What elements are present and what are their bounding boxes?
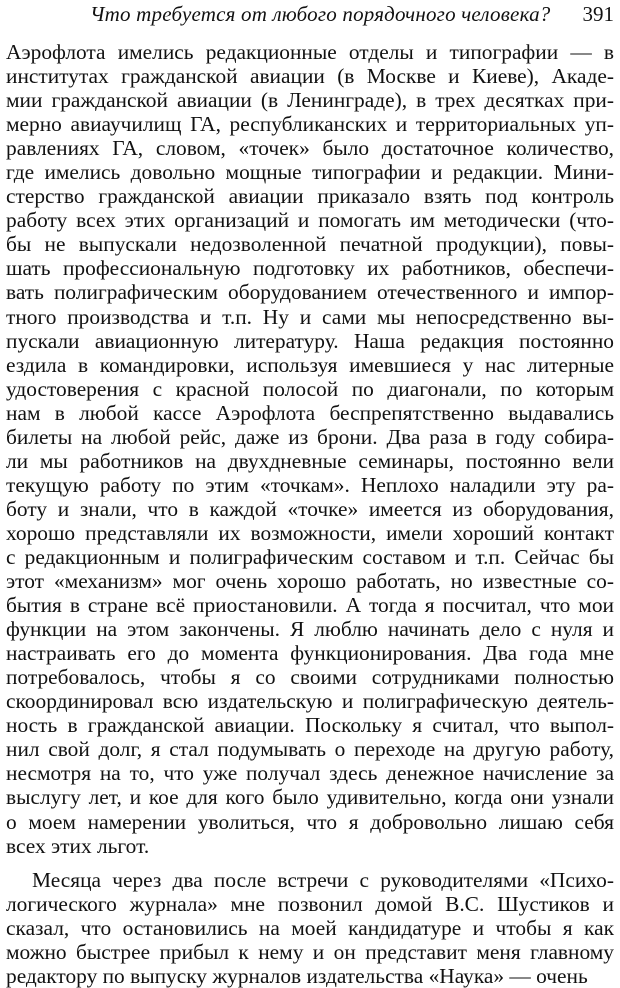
page-number: 391: [582, 2, 614, 26]
text-line: всех этих льгот.: [6, 833, 150, 858]
text-line: текущую работу по этим «точкам». Неплохо наладили эту ра-: [6, 472, 614, 497]
text-line: мерно авиаучилищ ГА, республиканских и территориальных уп-: [6, 112, 614, 137]
text-line: логического журнала» мне позвонил домой В.С. Шустиков и: [6, 891, 614, 916]
text-line: стерство гражданской авиации приказало взять под контроль: [6, 184, 614, 209]
text-line: работу всех этих организаций и помогать им методически (что-: [6, 208, 614, 233]
text-line: функции на этом закончены. Я люблю начинать дело с нуля и: [6, 617, 614, 642]
running-title: Что требуется от любого порядочного человека?: [90, 2, 551, 26]
text-line: пускали авиационную литературу. Наша редакция постоянно: [6, 328, 614, 353]
text-line: где имелись довольно мощные типографии и редакции. Мини-: [6, 160, 614, 185]
text-line: несмотря на то, что уже получал здесь денежное начисление за: [6, 761, 614, 786]
text-line: шать профессиональную подготовку их работников, обеспечи-: [6, 256, 614, 281]
text-line: о моем намерении уволиться, что я добровольно лишаю себя: [6, 809, 614, 834]
paragraph: [6, 40, 614, 858]
text-line: редактору по выпуску журналов издательства «Наука» — очень: [6, 963, 588, 988]
text-line: удостоверения с красной полосой по диагонали, по которым: [6, 376, 614, 401]
text-line: ность в гражданской авиации. Поскольку я считал, что выпол-: [6, 713, 614, 738]
text-line: нил свой долг, я стал подумывать о переходе на другую работу,: [6, 737, 614, 762]
text-line: институтах гражданской авиации (в Москве и Киеве), Акаде-: [6, 64, 614, 89]
text-line: с редакционным и полиграфическим составом и т.п. Сейчас бы: [6, 544, 614, 569]
text-line: ли мы работников на двухдневные семинары, постоянно вели: [6, 448, 614, 473]
text-line: сказал, что остановились на моей кандидатуре и чтобы я как: [6, 915, 614, 940]
text-line: можно быстрее прибыл к нему и он представит меня главному: [6, 939, 614, 964]
paragraph: [6, 868, 614, 988]
text-line: тного производства и т.п. Ну и сами мы непосредственно вы-: [6, 304, 614, 329]
text-line: потребовалось, чтобы я со своими сотрудниками полностью: [6, 665, 614, 690]
text-line: билеты на любой рейс, даже из брони. Два раза в году собира-: [6, 424, 614, 449]
text-line: нам в любой кассе Аэрофлота беспрепятственно выдавались: [6, 400, 614, 425]
text-line: этот «механизм» мог очень хорошо работать, но известные со-: [6, 569, 614, 594]
text-line: равлениях ГА, словом, «точек» было достаточное количество,: [6, 136, 614, 161]
text-line: хорошо представляли их возможности, имели хороший контакт: [6, 520, 614, 545]
text-line: Месяца через два после встречи с руководителями «Психо-: [32, 867, 614, 892]
text-line: скоординировал всю издательскую и полиграфическую деятель-: [6, 689, 614, 714]
text-line: выслугу лет, и кое для кого было удивительно, когда они узнали: [6, 785, 614, 810]
text-line: бы не выпускали недозволенной печатной продукции), повы-: [6, 232, 614, 257]
text-line: Аэрофлота имелись редакционные отделы и типографии — в: [6, 40, 614, 64]
text-line: бытия в стране всё приостановили. А тогда я посчитал, что мои: [6, 593, 614, 618]
text-line: вать полиграфическим оборудованием отечественного и импор-: [6, 280, 614, 305]
text-line: настраивать его до момента функционирования. Два года мне: [6, 641, 614, 666]
body-text: [6, 40, 614, 988]
text-line: мии гражданской авиации (в Ленинграде), в трех десятках при-: [6, 88, 614, 113]
text-line: ездила в командировки, используя имевшиеся у нас литерные: [6, 352, 614, 377]
text-line: боту и знали, что в каждой «точке» имеется из оборудования,: [6, 496, 614, 521]
